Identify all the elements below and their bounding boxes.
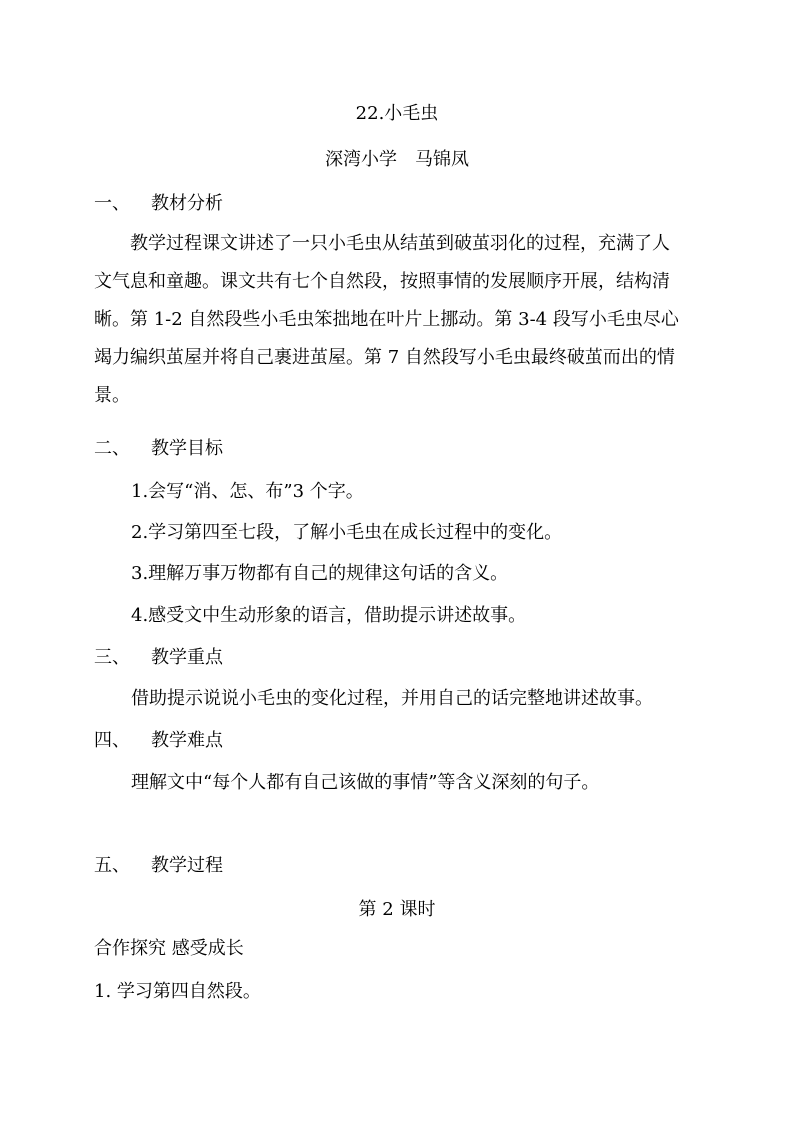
objective-item: 4.感受文中生动形象的语言，借助提示讲述故事。 <box>131 605 527 626</box>
section-heading: 教学目标 <box>151 438 223 459</box>
section-number: 三、 <box>94 647 130 668</box>
activity-heading: 合作探究 感受成长 <box>94 938 244 959</box>
section-number: 二、 <box>94 438 130 459</box>
analysis-line: 竭力编织茧屋并将自己裹进茧屋。第 7 自然段写小毛虫最终破茧而出的情 <box>94 347 675 368</box>
analysis-line: 景。 <box>94 385 130 406</box>
author-line: 深湾小学 马锦凤 <box>325 149 469 170</box>
section-heading: 教学难点 <box>151 730 223 751</box>
objective-item: 1.会写“消、怎、布”3 个字。 <box>131 481 364 502</box>
objective-item: 2.学习第四至七段，了解小毛虫在成长过程中的变化。 <box>131 522 563 543</box>
key-point-text: 借助提示说说小毛虫的变化过程，并用自己的话完整地讲述故事。 <box>131 688 653 709</box>
analysis-line: 教学过程课文讲述了一只小毛虫从结茧到破茧羽化的过程，充满了人 <box>130 233 670 254</box>
section-heading: 教学过程 <box>151 855 223 876</box>
section-heading: 教学重点 <box>151 647 223 668</box>
difficulty-text: 理解文中“每个人都有自己该做的事情”等含义深刻的句子。 <box>131 772 600 793</box>
step-item: 1. 学习第四自然段。 <box>94 981 261 1002</box>
document-title: 22.小毛虫 <box>355 103 439 124</box>
lesson-label: 第 2 课时 <box>358 899 436 920</box>
analysis-line: 晰。第 1-2 自然段些小毛虫笨拙地在叶片上挪动。第 3-4 段写小毛虫尽心 <box>94 309 679 330</box>
objective-item: 3.理解万事万物都有自己的规律这句话的含义。 <box>131 563 509 584</box>
section-number: 五、 <box>94 855 130 876</box>
section-number: 一、 <box>94 193 130 214</box>
section-heading: 教材分析 <box>151 193 223 214</box>
section-number: 四、 <box>94 730 130 751</box>
analysis-line: 文气息和童趣。课文共有七个自然段，按照事情的发展顺序开展，结构清 <box>94 271 670 292</box>
